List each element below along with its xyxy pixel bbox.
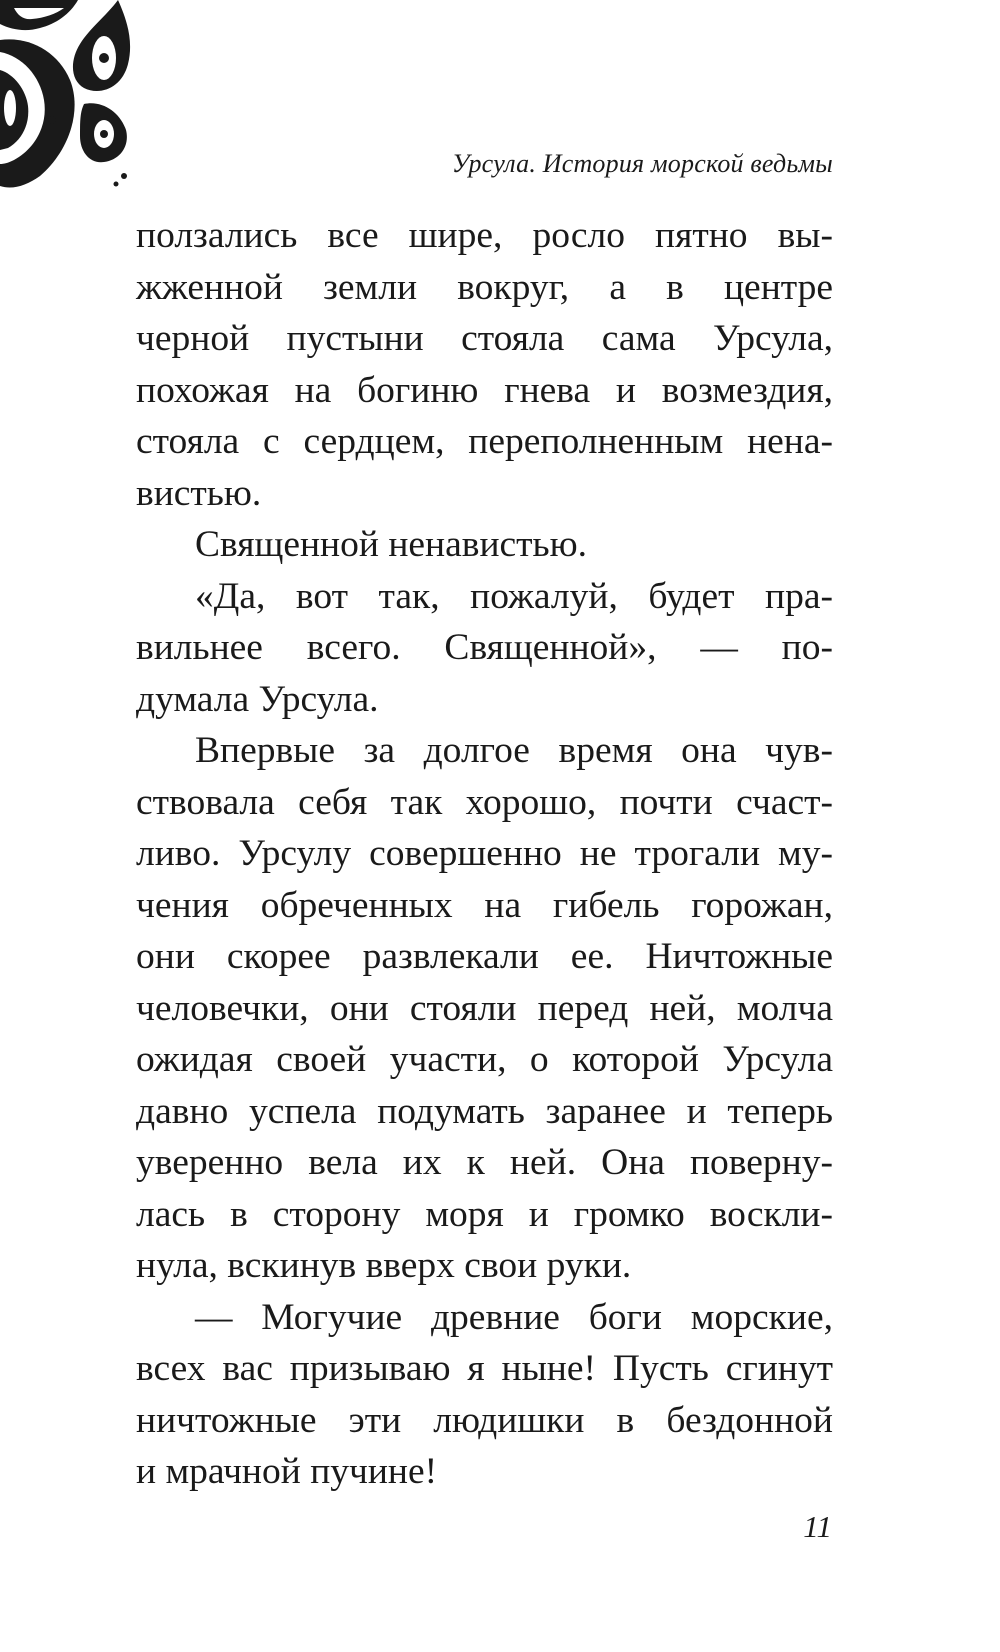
text-line: ползались все шире, росло пятно вы- [136,215,833,256]
text-line: ливо. Урсулу совершенно не трогали му- [136,833,833,874]
text-line: стояла с сердцем, переполненным нена- [136,421,833,462]
text-line: вистью. [136,472,262,514]
body-text [136,210,833,1498]
text-line: похожая на богиню гнева и возмездия, [136,369,833,411]
text-line: давно успела подумать заранее и теперь [136,1090,833,1132]
text-line: уверенно вела их к ней. Она поверну- [136,1142,833,1183]
text-line: — Могучие древние боги морские, [195,1296,833,1338]
text-line: «Да, вот так, пожалуй, будет пра- [195,575,833,617]
text-line: черной пустыни стояла сама Урсула, [136,318,833,359]
text-line: думала Урсула. [136,678,379,720]
text-line: лась в сторону моря и громко воскли- [136,1193,833,1235]
text-line: Священной ненавистью. [195,524,588,565]
text-line: человечки, они стояли перед ней, молча [136,987,833,1029]
text-line: ствовала себя так хорошо, почти счаст- [136,781,833,823]
text-line: нула, вскинув вверх свои руки. [136,1245,632,1286]
text-line: всех вас призываю я ныне! Пусть сгинут [136,1348,833,1389]
text-line: и мрачной пучине! [136,1451,438,1492]
text-line: Впервые за долгое время она чув- [195,730,833,771]
text-line: они скорее развлекали ее. Ничтожные [136,936,833,977]
text-line: ничтожные эти людишки в бездонной [136,1399,833,1441]
text-line: жженной земли вокруг, а в центре [136,266,833,308]
text-line: ожидая своей участи, о которой Урсула [136,1039,833,1080]
mandala-ornament-icon [0,0,135,190]
text-line: вильнее всего. Священной», — по- [136,627,833,668]
text-line: чения обреченных на гибель горожан, [136,884,833,926]
running-title: Урсула. История морской ведьмы [451,149,833,178]
page-number: 11 [803,1509,832,1544]
